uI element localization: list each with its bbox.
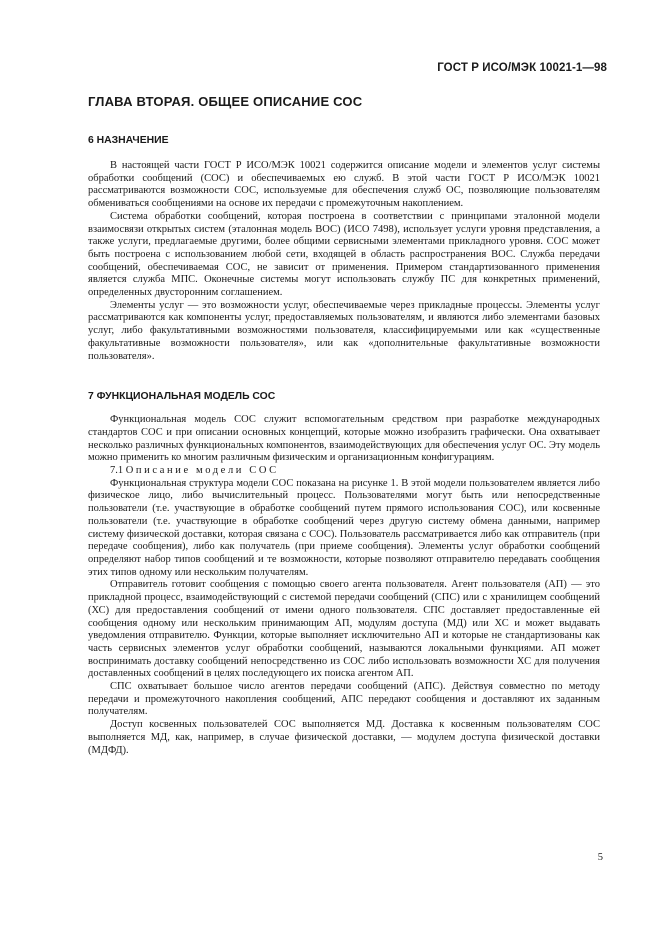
chapter-title: ГЛАВА ВТОРАЯ. ОБЩЕЕ ОПИСАНИЕ СОС: [88, 94, 363, 109]
section-7-paragraph: Доступ косвенных пользователей СОС выполняется МД. Доставка к косвенным пользователям СОС выполняется МД, как, например, в случае физической доставки, — модулем доступа физической доставки (МДФД).: [88, 719, 600, 756]
section-7-paragraph: Отправитель готовит сообщения с помощью своего агента пользователя. Агент пользователя (АП) — это прикладной процесс, взаимодействующий с системой передачи сообщений (СПС) или с хранилищем сообщений (ХС) для предоставления сообщений от имени одного пользователя. СПС доставляет предоставленные ей сообщения одному или нескольким принимающим АП, модулям доступа (МД) или ХС и может выдавать уведомления отправителю. Функции, которые выполняет исключительно АП и которые не стандартизованы как часть сервисных элементов услуг обработки сообщений, называются локальными функциями. АП может воспринимать доставку сообщений непосредственно из СОС либо использовать возможности ХС для получения доставленных сообщений в целях последующего их поиска агентом АП.: [88, 579, 600, 680]
subsection-number: 7.1: [110, 465, 124, 477]
page-number: 5: [597, 852, 603, 863]
section-7-intro: Функциональная модель СОС служит вспомогательным средством при разработке международных стандартов СОС и при описании основных концепций, которые можно изобразить графически. Она охватывает несколько различных функциональных компонентов, взаимодействующих для обеспечения услуг ОС. Эту модель можно применить ко многим различным физическим и организационным конфигурациям.: [88, 414, 600, 464]
standard-header: ГОСТ Р ИСО/МЭК 10021-1—98: [437, 62, 607, 74]
subsection-7-1-heading: [88, 465, 600, 478]
section-6-paragraph: В настоящей части ГОСТ Р ИСО/МЭК 10021 содержится описание модели и элементов услуг системы обработки сообщений (СОС) и обеспечиваемых ею служб. В этой части ГОСТ Р ИСО/МЭК 10021 рассматриваются возможности СОС, используемые для обеспечения служб ОС, позволяющие пользователям обмениваться сообщениями на основе их передачи с промежуточным накоплением.: [88, 160, 600, 210]
section-7-title: 7 ФУНКЦИОНАЛЬНАЯ МОДЕЛЬ СОС: [88, 391, 276, 403]
section-6-paragraph: Система обработки сообщений, которая построена в соответствии с принципами эталонной модели взаимосвязи открытых систем (эталонная модель ВОС) (ИСО 7498), использует услуги уровня представления, а также услуги, предлагаемые другими, более общими сервисными элементами прикладного уровня. СОС может быть построена с использованием любой сети, входящей в область распространения ВОС. Служба передачи сообщений, обеспечиваемая СОС, не зависит от применения. Примером стандартизованного применения является служба МПС. Оконечные системы могут использовать службу ПС для конкретных применений, определенных двусторонним соглашением.: [88, 210, 600, 299]
section-7-paragraph: СПС охватывает большое число агентов передачи сообщений (АПС). Действуя совместно по методу передачи и промежуточного накопления сообщений, АПС передают сообщения и доставляют их заданным получателям.: [88, 681, 600, 718]
section-6-title: 6 НАЗНАЧЕНИЕ: [88, 135, 169, 146]
document-body: [88, 94, 600, 757]
section-7-paragraph: Функциональная структура модели СОС показана на рисунке 1. В этой модели пользователем является либо физическое лицо, либо вычислительный процесс. Пользователями могут быть или непосредственные пользователи (т.е. участвующие в обработке сообщений путем прямого использования СОС), или косвенные пользователи (т.е. участвующие в обработке сообщений через другую систему обмена данными, например систему физической доставки, которая связана с СОС). Пользователь рассматривается либо как отправитель (при передаче сообщения), либо как получатель (при приеме сообщения). Элементы услуг обработки сообщений определяют набор типов сообщений и те возможности, которые позволяют отправителю передавать сообщения этих типов одному или нескольким получателям.: [88, 477, 600, 578]
subsection-title: Описание модели СОС: [125, 465, 279, 477]
section-gap: [88, 363, 600, 391]
section-6-paragraph: Элементы услуг — это возможности услуг, обеспечиваемые через прикладные процессы. Элементы услуг рассматриваются как компоненты услуг, предоставляемых пользователям, и являются либо элементами базовых услуг, либо факультативными возможностями пользователя, классифицируемыми или как «существенные факультативные возможности пользователя», или как «дополнительные факультативные возможности пользователя».: [88, 299, 600, 362]
